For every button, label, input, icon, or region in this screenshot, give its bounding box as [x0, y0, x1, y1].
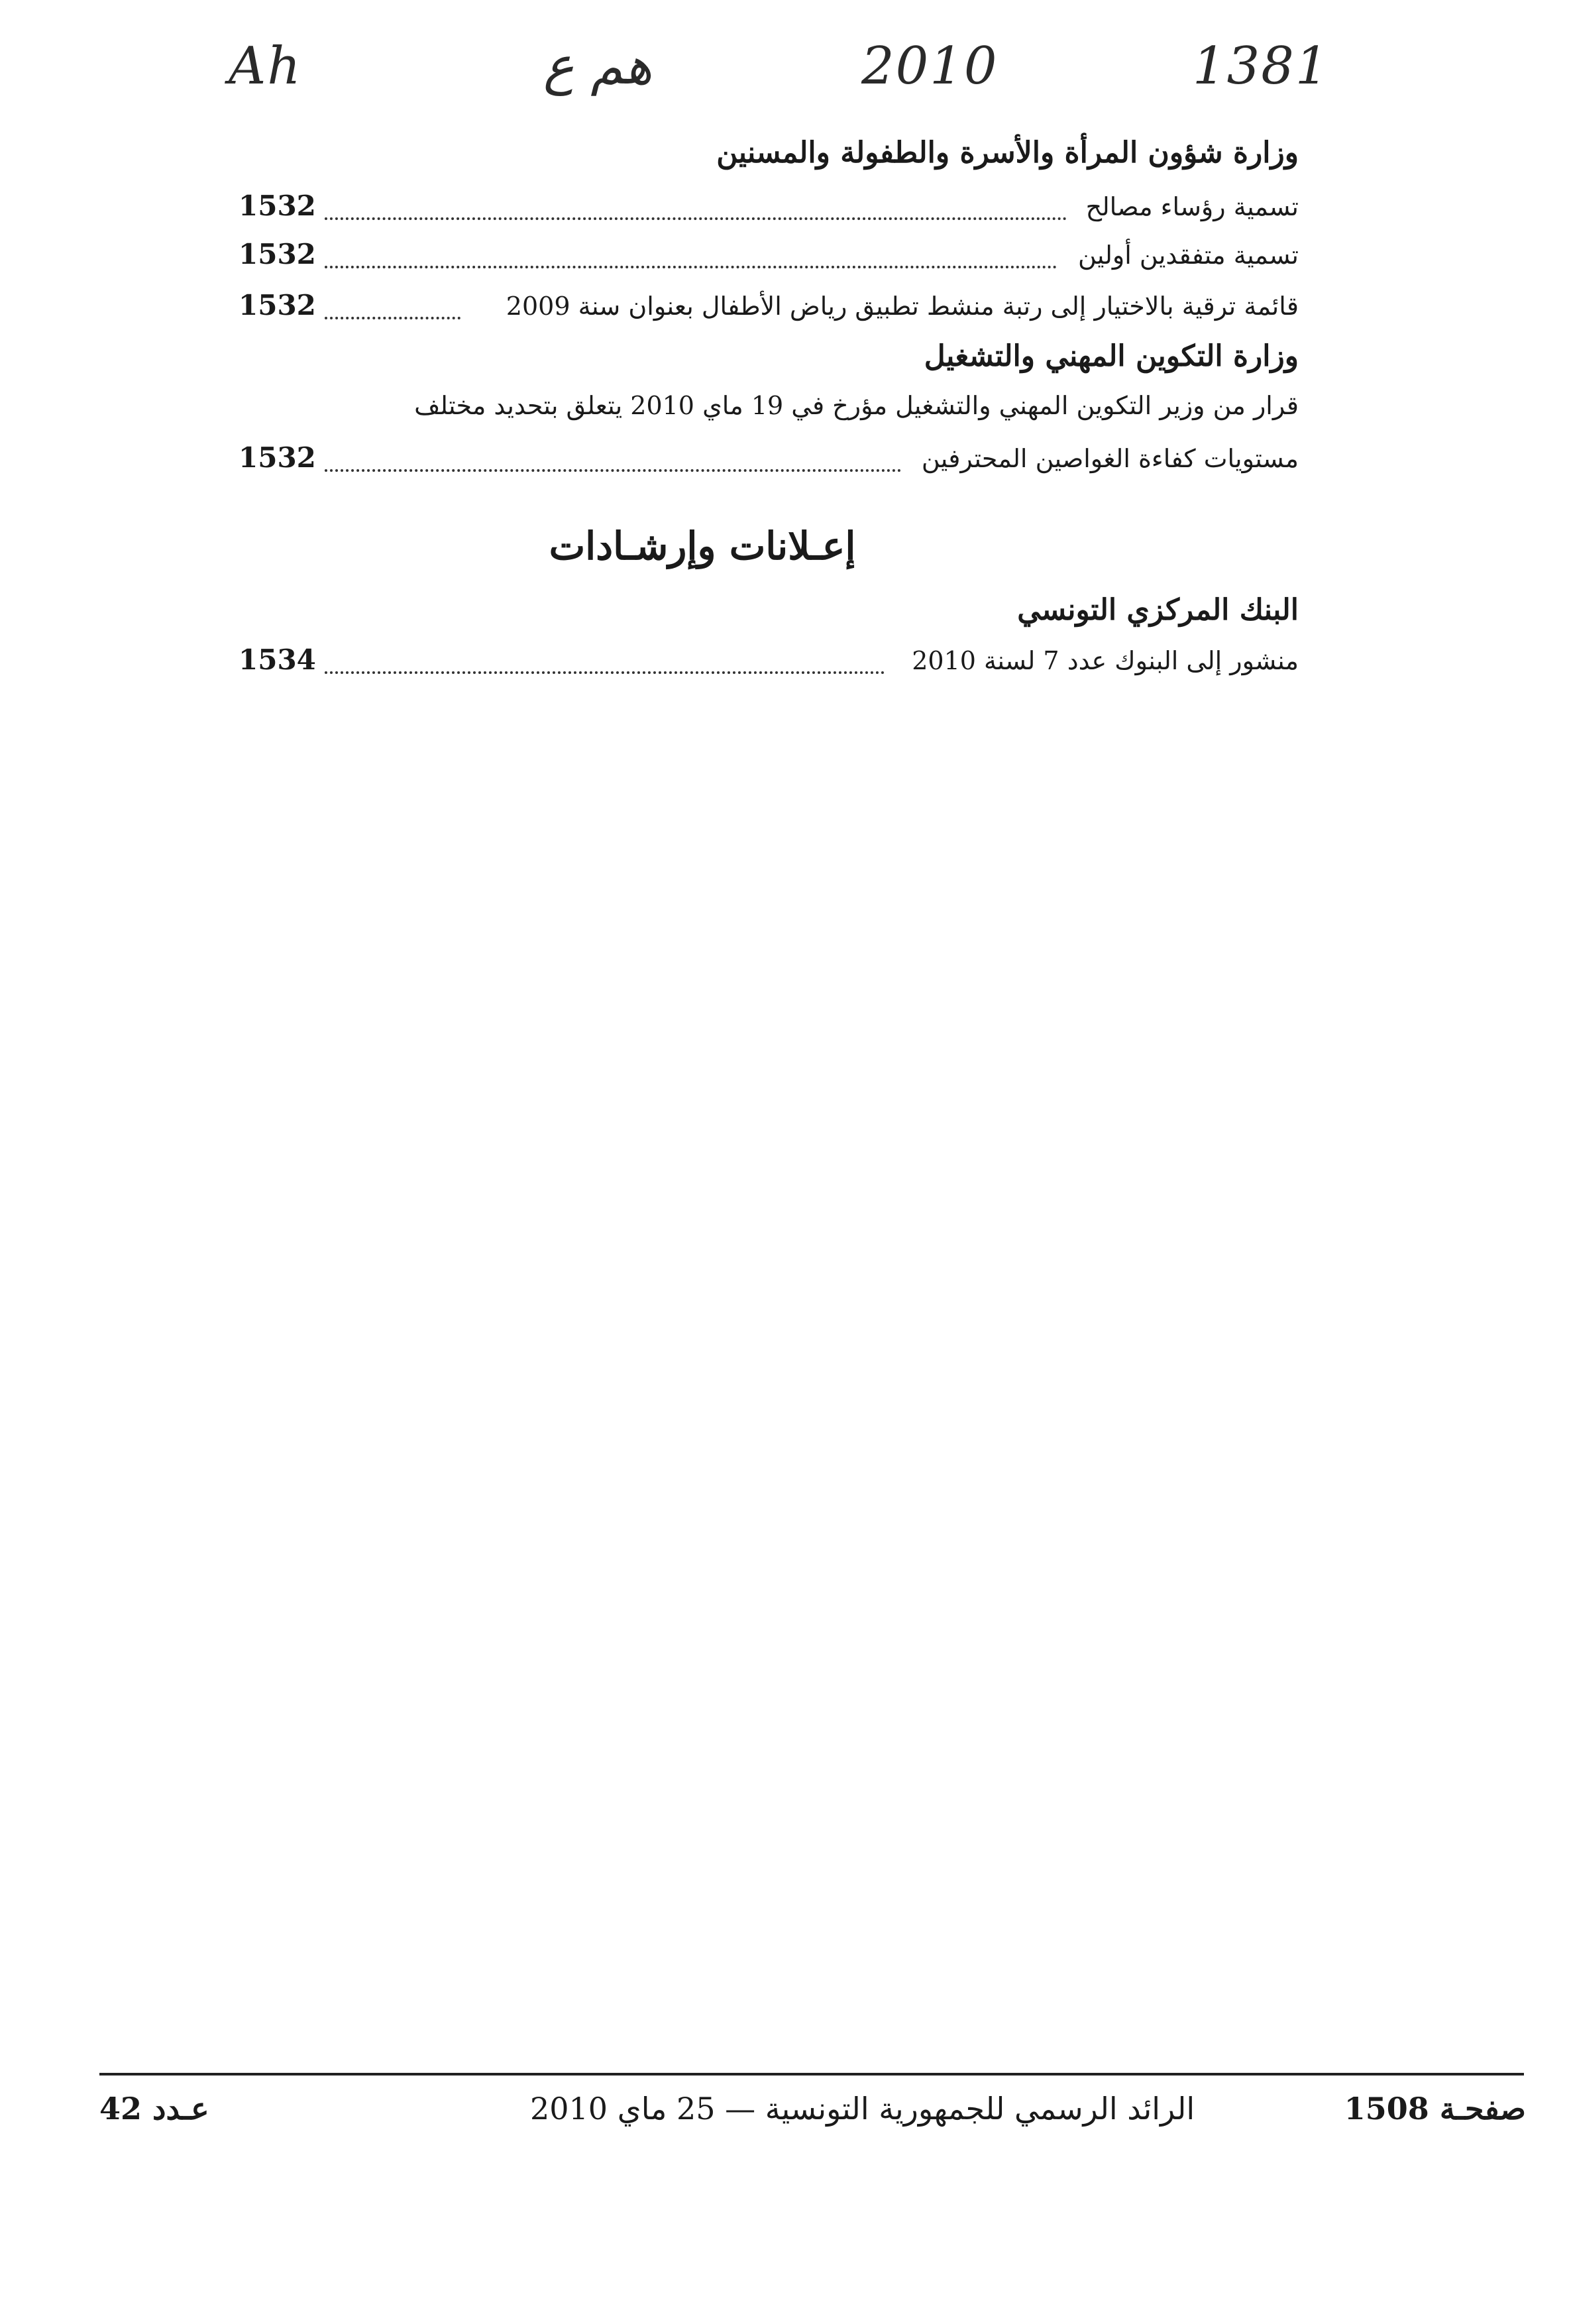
footer-divider [99, 2073, 1524, 2075]
toc-entry-text: تسمية متفقدين أولين [1077, 241, 1299, 270]
toc-entry[interactable] [239, 643, 1299, 686]
toc-entry[interactable] [239, 238, 1299, 280]
toc-entry-text: منشور إلى البنوك عدد 7 لسنة 2010 [912, 646, 1299, 675]
handwritten-note-3: 2010 [861, 36, 999, 96]
toc-page-number: 1534 [239, 643, 316, 676]
ministry-heading-central-bank: البنك المركزي التونسي [1017, 593, 1299, 627]
handwritten-note-1: Ah [229, 36, 302, 96]
leader-dots [325, 292, 460, 319]
toc-entry-text: مستويات كفاءة الغواصين المحترفين [921, 444, 1299, 473]
toc-entry[interactable] [239, 441, 1299, 484]
ministry-heading-vocational-training: وزارة التكوين المهني والتشغيل [924, 339, 1299, 373]
toc-page-number: 1532 [239, 190, 316, 222]
footer-journal-title: الرائد الرسمي للجمهورية التونسية — 25 ماي 2010 [530, 2091, 1195, 2127]
toc-page-number: 1532 [239, 441, 316, 474]
toc-entry[interactable] [239, 192, 1299, 232]
toc-entry-text: قائمة ترقية بالاختيار إلى رتبة منشط تطبيق رياض الأطفال بعنوان سنة 2009 [506, 292, 1299, 321]
decree-text-line: قرار من وزير التكوين المهني والتشغيل مؤرخ في 19 ماي 2010 يتعلق بتحديد مختلف [414, 391, 1299, 420]
announcements-title: إعـلانات وإرشـادات [549, 524, 856, 569]
leader-dots [325, 444, 901, 472]
footer-issue-number: عـدد 42 [99, 2091, 209, 2127]
leader-dots [325, 646, 885, 674]
footer-page-number: صفحـة 1508 [1344, 2091, 1526, 2127]
ministry-heading-women-family: وزارة شؤون المرأة والأسرة والطفولة والمسنين [716, 136, 1299, 170]
toc-entry-text: تسمية رؤساء مصالح [1085, 192, 1299, 221]
toc-page-number: 1532 [239, 289, 316, 321]
handwritten-note-4: 1381 [1193, 36, 1330, 96]
leader-dots [325, 241, 1057, 268]
toc-page-number: 1532 [239, 238, 316, 270]
handwritten-note-2: ﻫﻢ ع [543, 36, 653, 96]
toc-entry[interactable] [239, 289, 1299, 331]
leader-dots [325, 192, 1067, 220]
